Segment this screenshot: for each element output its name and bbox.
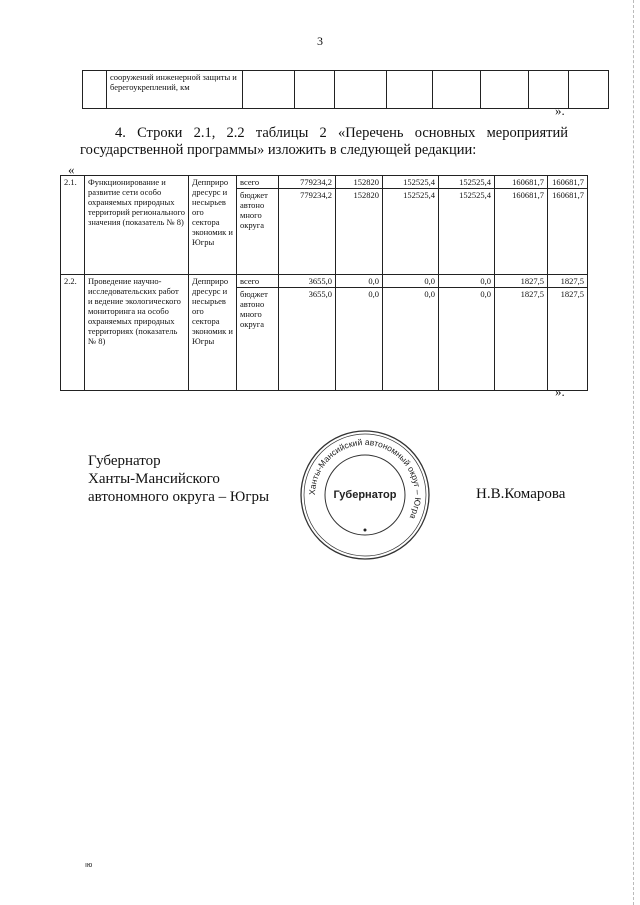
value-cell: 160681,7: [495, 189, 548, 275]
value-cell: 779234,2: [279, 176, 336, 189]
scan-edge-line: [632, 0, 634, 905]
page-number: 3: [317, 34, 323, 48]
value-cell: 0,0: [439, 288, 495, 391]
row-id: 2.2.: [61, 275, 85, 391]
opening-quote: «: [68, 162, 75, 177]
table-row: [83, 71, 609, 109]
source-budget: бюджет автоно много округа: [237, 189, 279, 275]
table-row: [61, 275, 588, 288]
row-id: 2.1.: [61, 176, 85, 275]
value-cell: 152820: [336, 189, 383, 275]
seal-dot: [364, 529, 367, 532]
value-cell: 152525,4: [383, 176, 439, 189]
signer-line: Ханты-Мансийского: [88, 471, 220, 487]
value-cell: 152525,4: [383, 189, 439, 275]
source-total: всего: [237, 176, 279, 189]
value-cell: 1827,5: [548, 275, 588, 288]
value-cell: 152525,4: [439, 189, 495, 275]
source-total: всего: [237, 275, 279, 288]
value-cell: 152820: [336, 176, 383, 189]
value-cell: 0,0: [336, 288, 383, 391]
row-executor: Депприро дресурс и несырьев ого сектора экономик и Югры: [189, 176, 237, 275]
value-cell: 160681,7: [548, 189, 588, 275]
row-name: Проведение научно-исследовательских работ и ведение экологического мониторинга на особо охраняемых природных территориях (показатель № 8): [85, 275, 189, 391]
closing-quote: ».: [555, 384, 565, 399]
instruction-paragraph: 4. Строки 2.1, 2.2 таблицы 2 «Перечень основных мероприятий государственной программы» изложить в следующей редакции:: [80, 125, 568, 158]
value-cell: 1827,5: [495, 288, 548, 391]
value-cell: 0,0: [336, 275, 383, 288]
top-table-text: сооружений инженерной защиты и берегоукреплений, км: [107, 71, 243, 109]
seal-center-text: Губернатор: [333, 489, 397, 501]
value-cell: 0,0: [383, 275, 439, 288]
signer-line: автономного округа – Югры: [88, 489, 270, 505]
value-cell: 1827,5: [495, 275, 548, 288]
value-cell: 0,0: [383, 288, 439, 391]
signer-name: Н.В.Комарова: [476, 486, 566, 502]
value-cell: 1827,5: [548, 288, 588, 391]
value-cell: 160681,7: [548, 176, 588, 189]
value-cell: 152525,4: [439, 176, 495, 189]
value-cell: 160681,7: [495, 176, 548, 189]
signer-line: Губернатор: [88, 453, 161, 469]
table-row: [61, 176, 588, 189]
value-cell: 3655,0: [279, 275, 336, 288]
row-executor: Депприро дресурс и несырьев ого сектора экономик и Югры: [189, 275, 237, 391]
top-table-fragment: [82, 70, 609, 109]
signer-title: [88, 452, 269, 506]
footer-code: ıю: [85, 862, 93, 869]
closing-quote: ».: [555, 103, 565, 118]
governor-seal-stamp: [298, 428, 432, 562]
row-name: Функционирование и развитие сети особо охраняемых природных территорий регионального значения (показатель № 8): [85, 176, 189, 275]
source-budget: бюджет автоно много округа: [237, 288, 279, 391]
program-table: [60, 175, 588, 391]
value-cell: 779234,2: [279, 189, 336, 275]
value-cell: 3655,0: [279, 288, 336, 391]
seal-ring-text: Ханты-Мансийский автономный округ – Югра: [306, 436, 424, 521]
value-cell: 0,0: [439, 275, 495, 288]
